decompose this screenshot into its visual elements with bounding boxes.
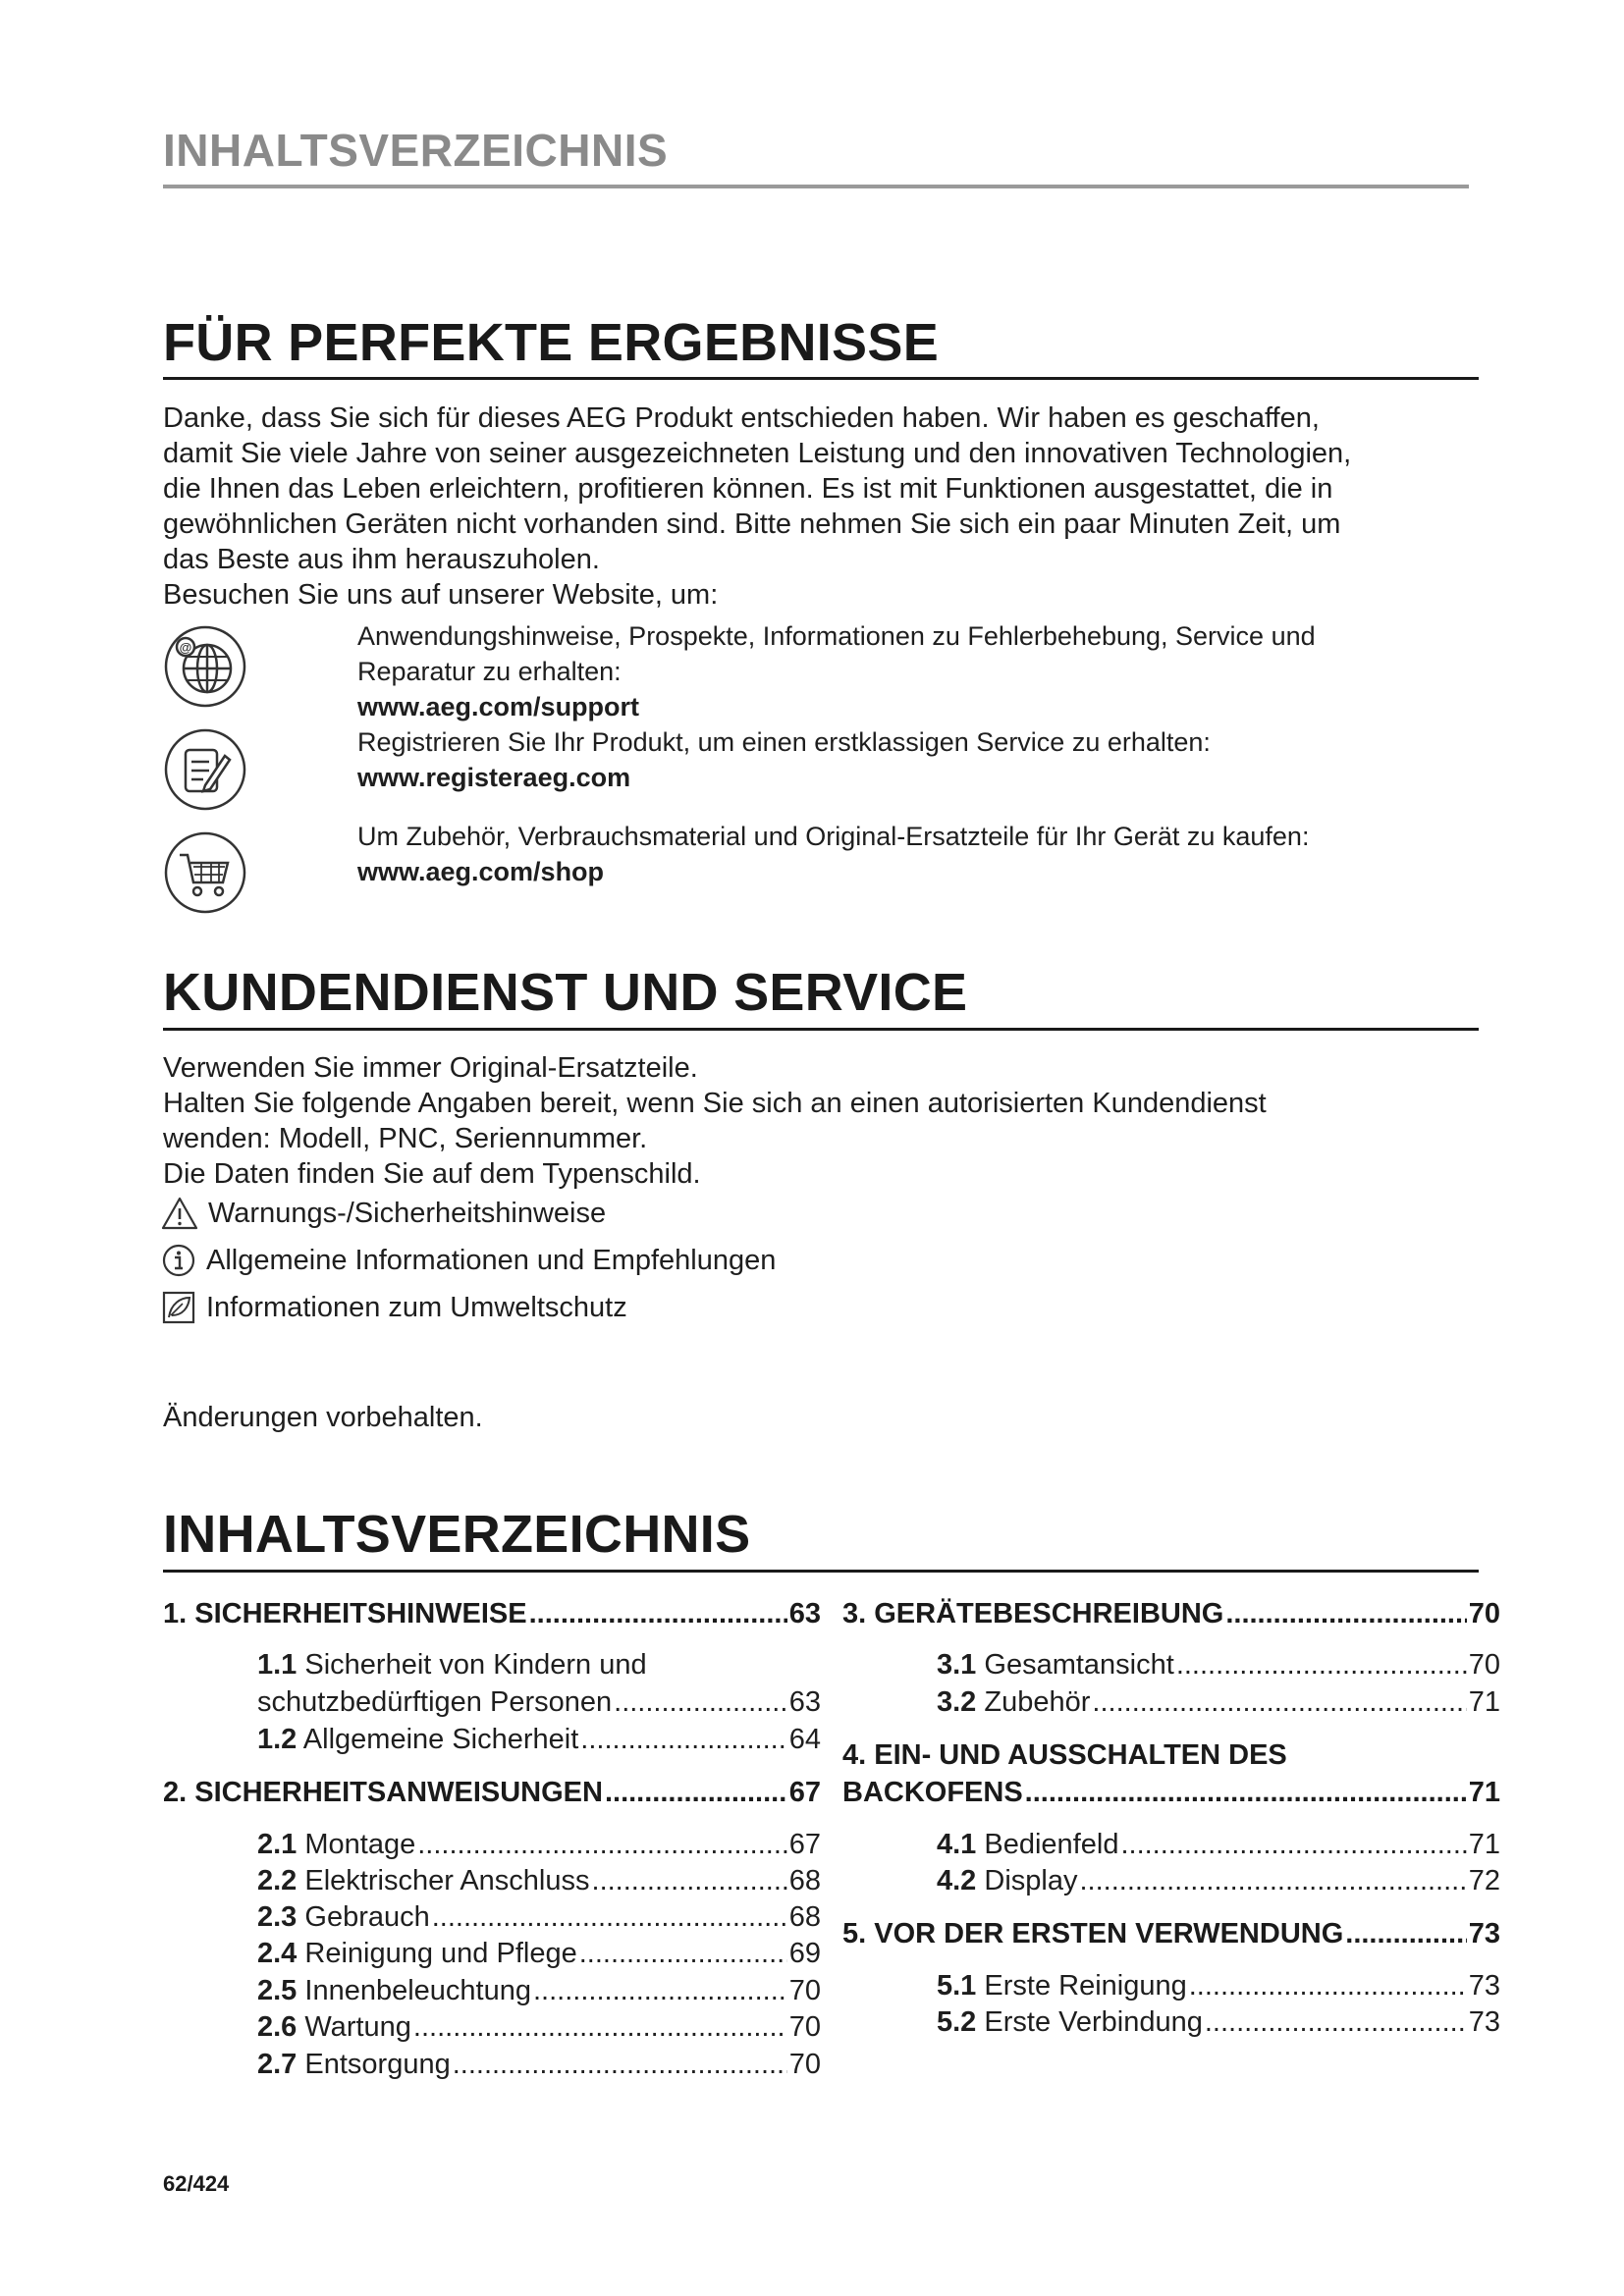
toc-chapter-4[interactable]: 4. EIN- UND AUSSCHALTEN DES — [842, 1739, 1287, 1771]
page-header-divider — [163, 185, 1469, 188]
toc-item-5-1[interactable]: 5.1 Erste Reinigung ..... 73 — [937, 1970, 1500, 2002]
toc-item-2-6[interactable]: 2.6 Wartung ..... 70 — [257, 2011, 821, 2044]
svg-text:@: @ — [179, 640, 192, 655]
info-icon — [161, 1243, 196, 1278]
toc-item-1-1[interactable]: 1.1 Sicherheit von Kindern und — [257, 1649, 647, 1681]
text-line: Änderungen vorbehalten. — [163, 1402, 483, 1433]
register-description: Registrieren Sie Ihr Produkt, um einen erstklassigen Service zu erhalten: — [357, 727, 1211, 757]
toc-item-3-1[interactable]: 3.1 Gesamtansicht ..... 70 — [937, 1649, 1500, 1682]
section-divider — [163, 377, 1479, 380]
toc-chapter-5[interactable]: 5. VOR DER ERSTEN VERWENDUNG ..... 73 — [842, 1918, 1500, 1950]
legend-info — [161, 1243, 776, 1278]
text-line: Halten Sie folgende Angaben bereit, wenn Sie sich an einen autorisierten Kundendienst — [163, 1088, 1267, 1119]
toc-chapter-4-cont[interactable]: BACKOFENS ..... 71 — [842, 1777, 1500, 1809]
toc-item-2-4[interactable]: 2.4 Reinigung und Pflege ..... 69 — [257, 1938, 821, 1970]
environment-icon — [161, 1290, 196, 1325]
shop-url-link[interactable]: www.aeg.com/shop — [357, 857, 605, 886]
toc-chapter-3[interactable]: 3. GERÄTEBESCHREIBUNG ..... 70 — [842, 1598, 1500, 1630]
section-divider — [163, 1570, 1479, 1573]
toc-item-2-2[interactable]: 2.2 Elektrischer Anschluss ..... 68 — [257, 1865, 821, 1897]
support-link-block — [357, 618, 1477, 795]
legend-environment-text: Informationen zum Umweltschutz — [206, 1292, 627, 1323]
text-line: gewöhnlichen Geräten nicht vorhanden sind. Bitte nehmen Sie sich ein paar Minuten Zeit, um — [163, 508, 1341, 540]
register-icon — [162, 726, 248, 813]
legend-warning — [161, 1196, 606, 1231]
page-number: 62/424 — [163, 2171, 230, 2196]
shop-description: Um Zubehör, Verbrauchsmaterial und Original-Ersatzteile für Ihr Gerät zu kaufen: — [357, 822, 1310, 851]
legend-environment — [161, 1290, 627, 1325]
text-line: wenden: Modell, PNC, Seriennummer. — [163, 1123, 648, 1154]
toc-chapter-1[interactable]: 1. SICHERHEITSHINWEISE ..... 63 — [163, 1598, 821, 1630]
section-title-service: KUNDENDIENST UND SERVICE — [163, 963, 968, 1022]
service-paragraph — [163, 1050, 1479, 1192]
register-url-link[interactable]: www.registeraeg.com — [357, 763, 631, 792]
toc-item-2-5[interactable]: 2.5 Innenbeleuchtung ..... 70 — [257, 1975, 821, 2007]
toc-item-2-7[interactable]: 2.7 Entsorgung ..... 70 — [257, 2049, 821, 2081]
toc-chapter-2[interactable]: 2. SICHERHEITSANWEISUNGEN ..... 67 — [163, 1777, 821, 1809]
toc-item-2-1[interactable]: 2.1 Montage ..... 67 — [257, 1829, 821, 1861]
toc-item-3-2[interactable]: 3.2 Zubehör ..... 71 — [937, 1686, 1500, 1719]
text-line: Besuchen Sie uns auf unserer Website, um: — [163, 579, 719, 611]
shopping-cart-icon — [162, 829, 248, 916]
globe-icon — [162, 623, 248, 710]
text-line: die Ihnen das Leben erleichtern, profitieren können. Es ist mit Funktionen ausgestattet, die in — [163, 473, 1333, 505]
text-line: das Beste aus ihm herauszuholen. — [163, 544, 600, 575]
legend-warning-text: Warnungs-/Sicherheitshinweise — [208, 1198, 607, 1229]
warning-icon — [161, 1196, 198, 1231]
toc-item-5-2[interactable]: 5.2 Erste Verbindung ..... 73 — [937, 2006, 1500, 2039]
text-line: Die Daten finden Sie auf dem Typenschild. — [163, 1158, 701, 1190]
toc-item-1-1-cont[interactable]: schutzbedürftigen Personen ..... 63 — [257, 1686, 821, 1719]
shop-link-block — [357, 819, 1477, 889]
support-description: Anwendungshinweise, Prospekte, Informationen zu Fehlerbehebung, Service und — [357, 621, 1316, 651]
toc-item-4-1[interactable]: 4.1 Bedienfeld ..... 71 — [937, 1829, 1500, 1861]
toc-item-1-2[interactable]: 1.2 Allgemeine Sicherheit ..... 64 — [257, 1724, 821, 1756]
intro-paragraph — [163, 400, 1479, 613]
toc-item-2-3[interactable]: 2.3 Gebrauch ..... 68 — [257, 1901, 821, 1934]
page-header-title: INHALTSVERZEICHNIS — [163, 125, 669, 176]
text-line: Verwenden Sie immer Original-Ersatzteile. — [163, 1052, 698, 1084]
support-url-link[interactable]: www.aeg.com/support — [357, 692, 640, 721]
text-line: Danke, dass Sie sich für dieses AEG Produkt entschieden haben. Wir haben es geschaffen, — [163, 402, 1320, 434]
text-line: damit Sie viele Jahre von seiner ausgezeichneten Leistung und den innovativen Technologien, — [163, 438, 1352, 469]
toc-item-4-2[interactable]: 4.2 Display ..... 72 — [937, 1865, 1500, 1897]
section-title-toc: INHALTSVERZEICHNIS — [163, 1505, 751, 1564]
changes-note — [163, 1400, 1479, 1435]
support-description: Reparatur zu erhalten: — [357, 657, 622, 686]
section-title-results: FÜR PERFEKTE ERGEBNISSE — [163, 313, 940, 372]
section-divider — [163, 1028, 1479, 1031]
legend-info-text: Allgemeine Informationen und Empfehlungen — [206, 1245, 777, 1276]
